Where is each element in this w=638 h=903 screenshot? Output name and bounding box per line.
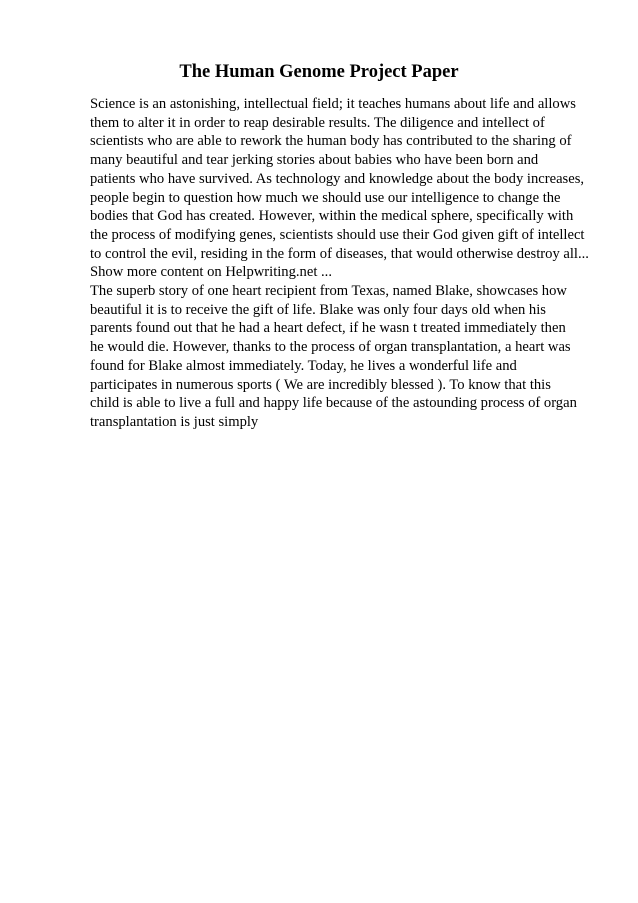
body-line: beautiful it is to receive the gift of life. Blake was only four days old when his <box>90 301 546 318</box>
show-more-link[interactable]: Show more content on Helpwriting.net ... <box>90 264 332 281</box>
body-line: Science is an astonishing, intellectual field; it teaches humans about life and allows <box>90 96 576 112</box>
body-line: scientists who are able to rework the human body has contributed to the sharing of <box>90 133 572 150</box>
body-line: found for Blake almost immediately. Today, he lives a wonderful life and <box>90 357 517 374</box>
document-body <box>90 95 590 432</box>
document-title: The Human Genome Project Paper <box>179 62 459 82</box>
body-line: child is able to live a full and happy life because of the astounding process of organ <box>90 395 577 412</box>
body-line: people begin to question how much we should use our intelligence to change the <box>90 189 561 206</box>
body-line: them to alter it in order to reap desirable results. The diligence and intellect of <box>90 114 545 131</box>
body-line: transplantation is just simply <box>90 413 259 430</box>
body-line: many beautiful and tear jerking stories about babies who have been born and <box>90 152 539 169</box>
body-line: he would die. However, thanks to the process of organ transplantation, a heart was <box>90 339 571 356</box>
body-line: the process of modifying genes, scientists should use their God given gift of intellect <box>90 226 585 243</box>
body-line: patients who have survived. As technology and knowledge about the body increases, <box>90 170 585 187</box>
body-line: parents found out that he had a heart defect, if he wasn t treated immediately then <box>90 320 566 337</box>
body-line: participates in numerous sports ( We are incredibly blessed ). To know that this <box>90 376 551 393</box>
body-line: to control the evil, residing in the form of diseases, that would otherwise destroy all... <box>90 245 589 262</box>
body-line: bodies that God has created. However, within the medical sphere, specifically with <box>90 208 574 225</box>
body-line: The superb story of one heart recipient from Texas, named Blake, showcases how <box>90 283 567 300</box>
